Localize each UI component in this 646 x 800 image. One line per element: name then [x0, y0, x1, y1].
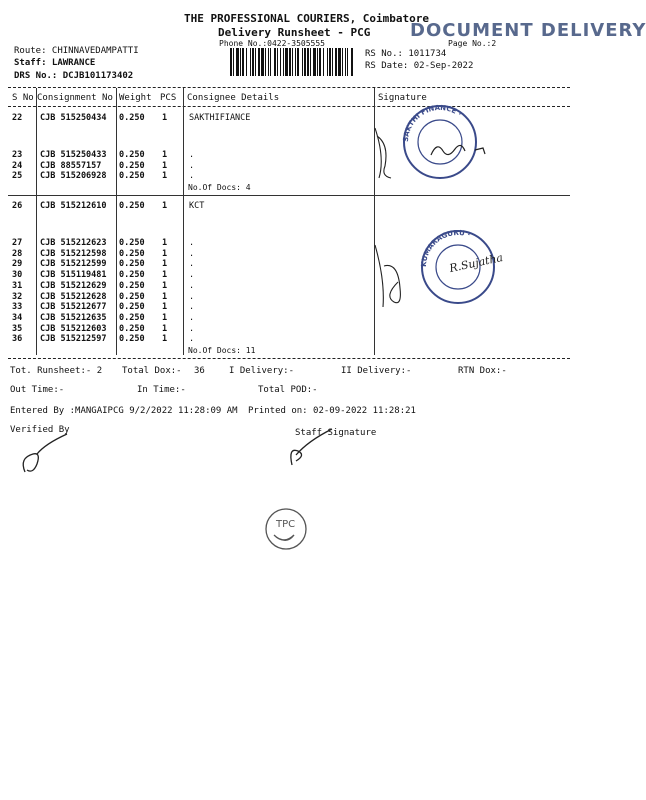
- total-runsheet: Tot. Runsheet:- 2: [10, 366, 103, 376]
- row-consignment: CJB 515212628: [40, 291, 107, 302]
- barcode-bar: [297, 48, 299, 76]
- row-consignment: CJB 515212629: [40, 280, 107, 291]
- barcode-bar: [295, 48, 296, 76]
- row-consignment: CJB 515212603: [40, 323, 107, 334]
- row-consignee: .: [189, 160, 195, 171]
- row-consignment: CJB 515212635: [40, 312, 107, 323]
- entered-by: Entered By :MANGAIPCG 9/2/2022 11:28:09 AM: [10, 406, 238, 416]
- table-row: [12, 238, 372, 248]
- table-row: [12, 259, 372, 269]
- row-weight: 0.250: [119, 280, 145, 291]
- page-number: Page No.:2: [448, 39, 497, 48]
- row-weight: 0.250: [119, 201, 145, 211]
- row-pcs: 1: [162, 323, 168, 334]
- table-bottom-rule: [8, 358, 570, 359]
- row-pcs: 1: [162, 291, 168, 302]
- table-row: [12, 302, 372, 312]
- stamp2-signature: R.Sujatha: [448, 250, 505, 276]
- rs-number: RS No.: 1011734: [365, 49, 447, 59]
- row-sno: 22: [12, 113, 23, 123]
- barcode-bar: [289, 48, 291, 76]
- runsheet-title: Delivery Runsheet - PCG: [218, 26, 371, 39]
- row-sno: 23: [12, 150, 23, 160]
- row-consignee: .: [189, 248, 195, 259]
- staff: Staff: LAWRANCE: [14, 58, 96, 68]
- col-weight: Weight: [119, 93, 152, 103]
- row-consignee: .: [189, 270, 195, 281]
- barcode-bar: [283, 48, 284, 76]
- i-delivery: I Delivery:-: [229, 366, 295, 376]
- row-pcs: 1: [162, 238, 168, 248]
- row-sno: 30: [12, 270, 23, 281]
- signature-scribble-1: [372, 118, 402, 183]
- row-pcs: 1: [162, 171, 168, 182]
- row-weight: 0.250: [119, 160, 145, 171]
- row-consignment: CJB 515212599: [40, 259, 107, 270]
- table-top-rule: [8, 87, 570, 88]
- barcode-bar: [246, 48, 247, 76]
- row-sno: 34: [12, 312, 23, 323]
- row-consignee: .: [189, 238, 195, 248]
- barcode-bar: [268, 48, 269, 76]
- total-dox-label: Total Dox:-: [122, 366, 182, 376]
- table-row: [12, 249, 372, 259]
- row-consignee: .: [189, 334, 195, 345]
- rtn-dox: RTN Dox:-: [458, 366, 507, 376]
- barcode-bar: [351, 48, 353, 76]
- row-consignee: .: [189, 291, 195, 302]
- row-consignment: CJB 515212598: [40, 248, 107, 259]
- row-weight: 0.250: [119, 171, 145, 182]
- out-time: Out Time:-: [10, 385, 65, 395]
- row-consignment: CJB 515119481: [40, 270, 107, 281]
- barcode-bar: [258, 48, 260, 76]
- row-weight: 0.250: [119, 259, 145, 270]
- row-consignee: KCT: [189, 201, 205, 211]
- stamp1-text: SAKTHI FINANCE ·: [401, 103, 464, 143]
- row-consignee: .: [189, 259, 195, 270]
- barcode-bar: [242, 48, 244, 76]
- row-consignee: .: [189, 323, 195, 334]
- barcode-bar: [236, 48, 239, 76]
- col-pcs: PCS: [160, 93, 177, 103]
- total-pod: Total POD:-: [258, 385, 318, 395]
- stamp2-text: KUMARAGURU ·: [420, 228, 472, 268]
- svg-text:SAKTHI FINANCE ·: [402, 104, 463, 142]
- barcode-bar: [342, 48, 343, 76]
- row-sno: 29: [12, 259, 23, 270]
- row-pcs: 1: [162, 334, 168, 345]
- row-pcs: 1: [162, 248, 168, 259]
- group2-docs-count: No.Of Docs: 11: [188, 346, 256, 355]
- row-pcs: 1: [162, 312, 168, 323]
- staff-signature-mark: [280, 425, 340, 470]
- barcode-bar: [319, 48, 321, 76]
- group1-rule: [8, 195, 570, 196]
- barcode-bar: [265, 48, 266, 76]
- row-sno: 31: [12, 280, 23, 291]
- table-row: [12, 150, 372, 160]
- row-consignment: CJB 515250433: [40, 150, 107, 160]
- barcode-bar: [304, 48, 306, 76]
- row-sno: 26: [12, 201, 23, 211]
- staff-signature: Staff Signature: [295, 428, 377, 438]
- row-sno: 28: [12, 248, 23, 259]
- table-row: [12, 113, 372, 123]
- table-row: [12, 292, 372, 302]
- row-consignment: CJB 515250434: [40, 113, 107, 123]
- ii-delivery: II Delivery:-: [341, 366, 412, 376]
- row-consignee: SAKTHIFIANCE: [189, 113, 251, 123]
- row-pcs: 1: [162, 113, 168, 123]
- row-pcs: 1: [162, 270, 168, 281]
- printed-on: Printed on: 02-09-2022 11:28:21: [248, 406, 416, 416]
- row-pcs: 1: [162, 201, 168, 211]
- phone-number: Phone No.:0422-3505555: [219, 39, 325, 48]
- barcode-bar: [252, 48, 254, 76]
- barcode-bar: [233, 48, 234, 76]
- barcode-bar: [329, 48, 331, 76]
- row-pcs: 1: [162, 160, 168, 171]
- barcode-bar: [310, 48, 311, 76]
- barcode-bar: [302, 48, 303, 76]
- verified-signature-mark: [15, 432, 75, 477]
- barcode-bar: [327, 48, 328, 76]
- barcode-bar: [277, 48, 278, 76]
- row-consignment: CJB 515206928: [40, 171, 107, 182]
- col-signature: Signature: [378, 93, 427, 103]
- barcode: [230, 48, 356, 76]
- barcode-bar: [255, 48, 256, 76]
- table-row: [12, 281, 372, 291]
- row-consignee: .: [189, 150, 195, 160]
- row-consignment: CJB 515212623: [40, 238, 107, 248]
- barcode-bar: [323, 48, 324, 76]
- row-consignment: CJB 88557157: [40, 160, 102, 171]
- row-weight: 0.250: [119, 270, 145, 281]
- barcode-bar: [280, 48, 281, 76]
- barcode-bar: [317, 48, 318, 76]
- barcode-bar: [274, 48, 276, 76]
- rs-date: RS Date: 02-Sep-2022: [365, 61, 474, 71]
- document-delivery-stamp: DOCUMENT DELIVERY: [410, 20, 646, 41]
- barcode-bar: [230, 48, 232, 76]
- company-name: THE PROFESSIONAL COURIERS, Coimbatore: [184, 12, 430, 25]
- total-dox-value: 36: [194, 366, 205, 376]
- row-weight: 0.250: [119, 248, 145, 259]
- barcode-bar: [270, 48, 271, 76]
- row-sno: 27: [12, 238, 23, 248]
- row-weight: 0.250: [119, 238, 145, 248]
- col-consignment: Consignment No: [37, 93, 113, 103]
- barcode-bar: [250, 48, 251, 76]
- row-weight: 0.250: [119, 334, 145, 345]
- row-consignee: .: [189, 302, 195, 313]
- route: Route: CHINNAVEDAMPATTI: [14, 46, 139, 56]
- sakthi-finance-stamp: [395, 100, 505, 190]
- row-sno: 35: [12, 323, 23, 334]
- barcode-bar: [338, 48, 341, 76]
- row-sno: 25: [12, 171, 23, 182]
- verified-by: Verified By: [10, 425, 70, 435]
- row-consignment: CJB 515212677: [40, 302, 107, 313]
- row-pcs: 1: [162, 280, 168, 291]
- barcode-bar: [307, 48, 309, 76]
- row-sno: 24: [12, 160, 23, 171]
- barcode-bar: [335, 48, 337, 76]
- drs-number: DRS No.: DCJB101173402: [14, 71, 134, 81]
- col-sno: S No: [12, 93, 34, 103]
- barcode-bar: [347, 48, 348, 76]
- table-row: [12, 334, 372, 344]
- barcode-bar: [345, 48, 346, 76]
- barcode-bar: [240, 48, 241, 76]
- signature-scribble-2: [370, 240, 420, 315]
- group1-docs-count: No.Of Docs: 4: [188, 183, 251, 192]
- table-row: [12, 201, 372, 211]
- row-sno: 36: [12, 334, 23, 345]
- row-consignee: .: [189, 280, 195, 291]
- kumaraguru-stamp: [420, 225, 530, 315]
- barcode-bar: [292, 48, 293, 76]
- table-row: [12, 161, 372, 171]
- row-consignment: CJB 515212597: [40, 334, 107, 345]
- row-consignment: CJB 515212610: [40, 201, 107, 211]
- row-weight: 0.250: [119, 323, 145, 334]
- table-row: [12, 270, 372, 280]
- col-consignee: Consignee Details: [187, 93, 280, 103]
- tpc-text: TPC: [276, 519, 296, 530]
- row-weight: 0.250: [119, 312, 145, 323]
- row-weight: 0.250: [119, 113, 145, 123]
- row-consignee: .: [189, 171, 195, 182]
- row-weight: 0.250: [119, 302, 145, 313]
- in-time: In Time:-: [137, 385, 186, 395]
- row-pcs: 1: [162, 302, 168, 313]
- barcode-bar: [313, 48, 316, 76]
- row-consignee: .: [189, 312, 195, 323]
- table-row: [12, 171, 372, 181]
- barcode-bar: [285, 48, 288, 76]
- barcode-bar: [261, 48, 264, 76]
- row-pcs: 1: [162, 259, 168, 270]
- table-row: [12, 324, 372, 334]
- tpc-logo-stamp: [262, 505, 312, 555]
- row-weight: 0.250: [119, 150, 145, 160]
- row-pcs: 1: [162, 150, 168, 160]
- barcode-bar: [332, 48, 333, 76]
- table-row: [12, 313, 372, 323]
- row-weight: 0.250: [119, 291, 145, 302]
- row-sno: 32: [12, 291, 23, 302]
- row-sno: 33: [12, 302, 23, 313]
